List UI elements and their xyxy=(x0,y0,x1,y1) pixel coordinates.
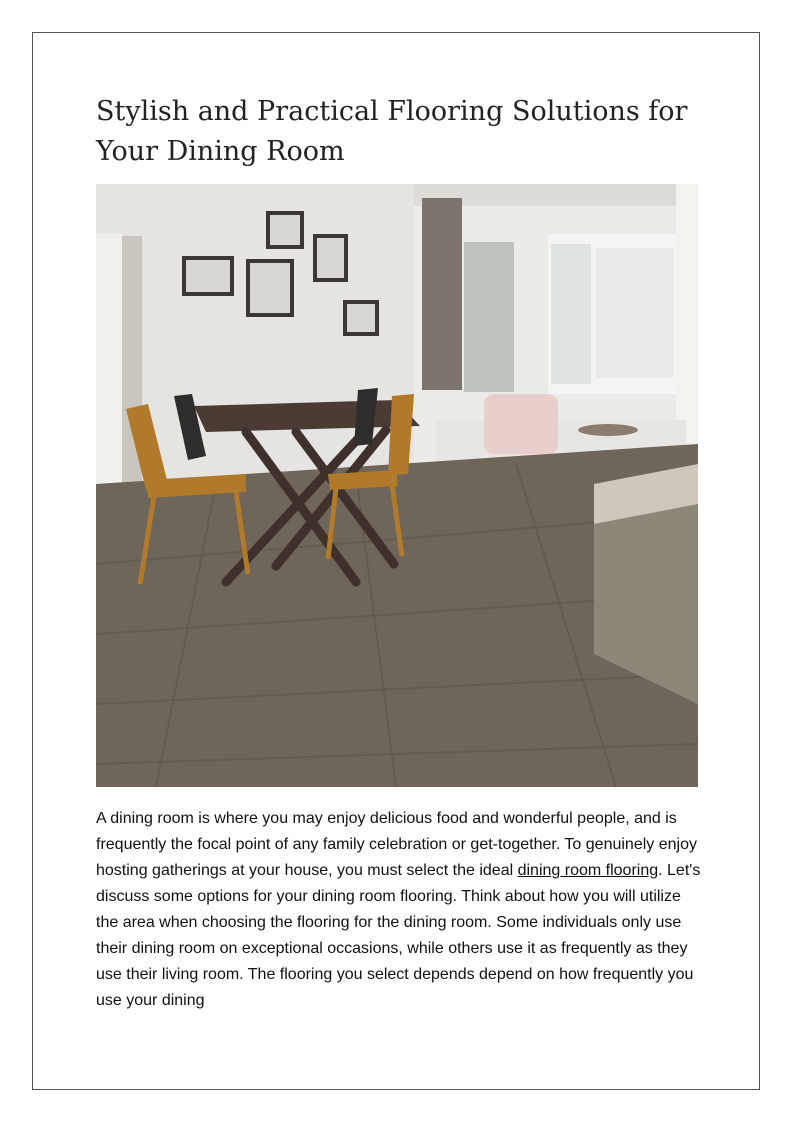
body-text-part2: . Let's discuss some options for your dining room flooring. Think about how you will utilize the area when choosing the flooring for the dining room. Some individuals only use their dining room on exceptional occasions, while others use it as frequently as they use their living room. The flooring you select depends depend on how frequently you use your dining xyxy=(96,862,701,1009)
dining-room-photo xyxy=(96,184,698,787)
body-text-part1: A dining room is where you may enjoy delicious food and wonderful people, and is frequently the focal point of any family celebration or get-together. To genuinely enjoy hosting gatherings at your house, you must select the ideal xyxy=(96,810,697,879)
dining-room-flooring-link[interactable]: dining room flooring xyxy=(517,862,659,879)
body-paragraph xyxy=(96,806,706,1014)
page-title: Stylish and Practical Flooring Solutions for Your Dining Room xyxy=(96,96,688,167)
